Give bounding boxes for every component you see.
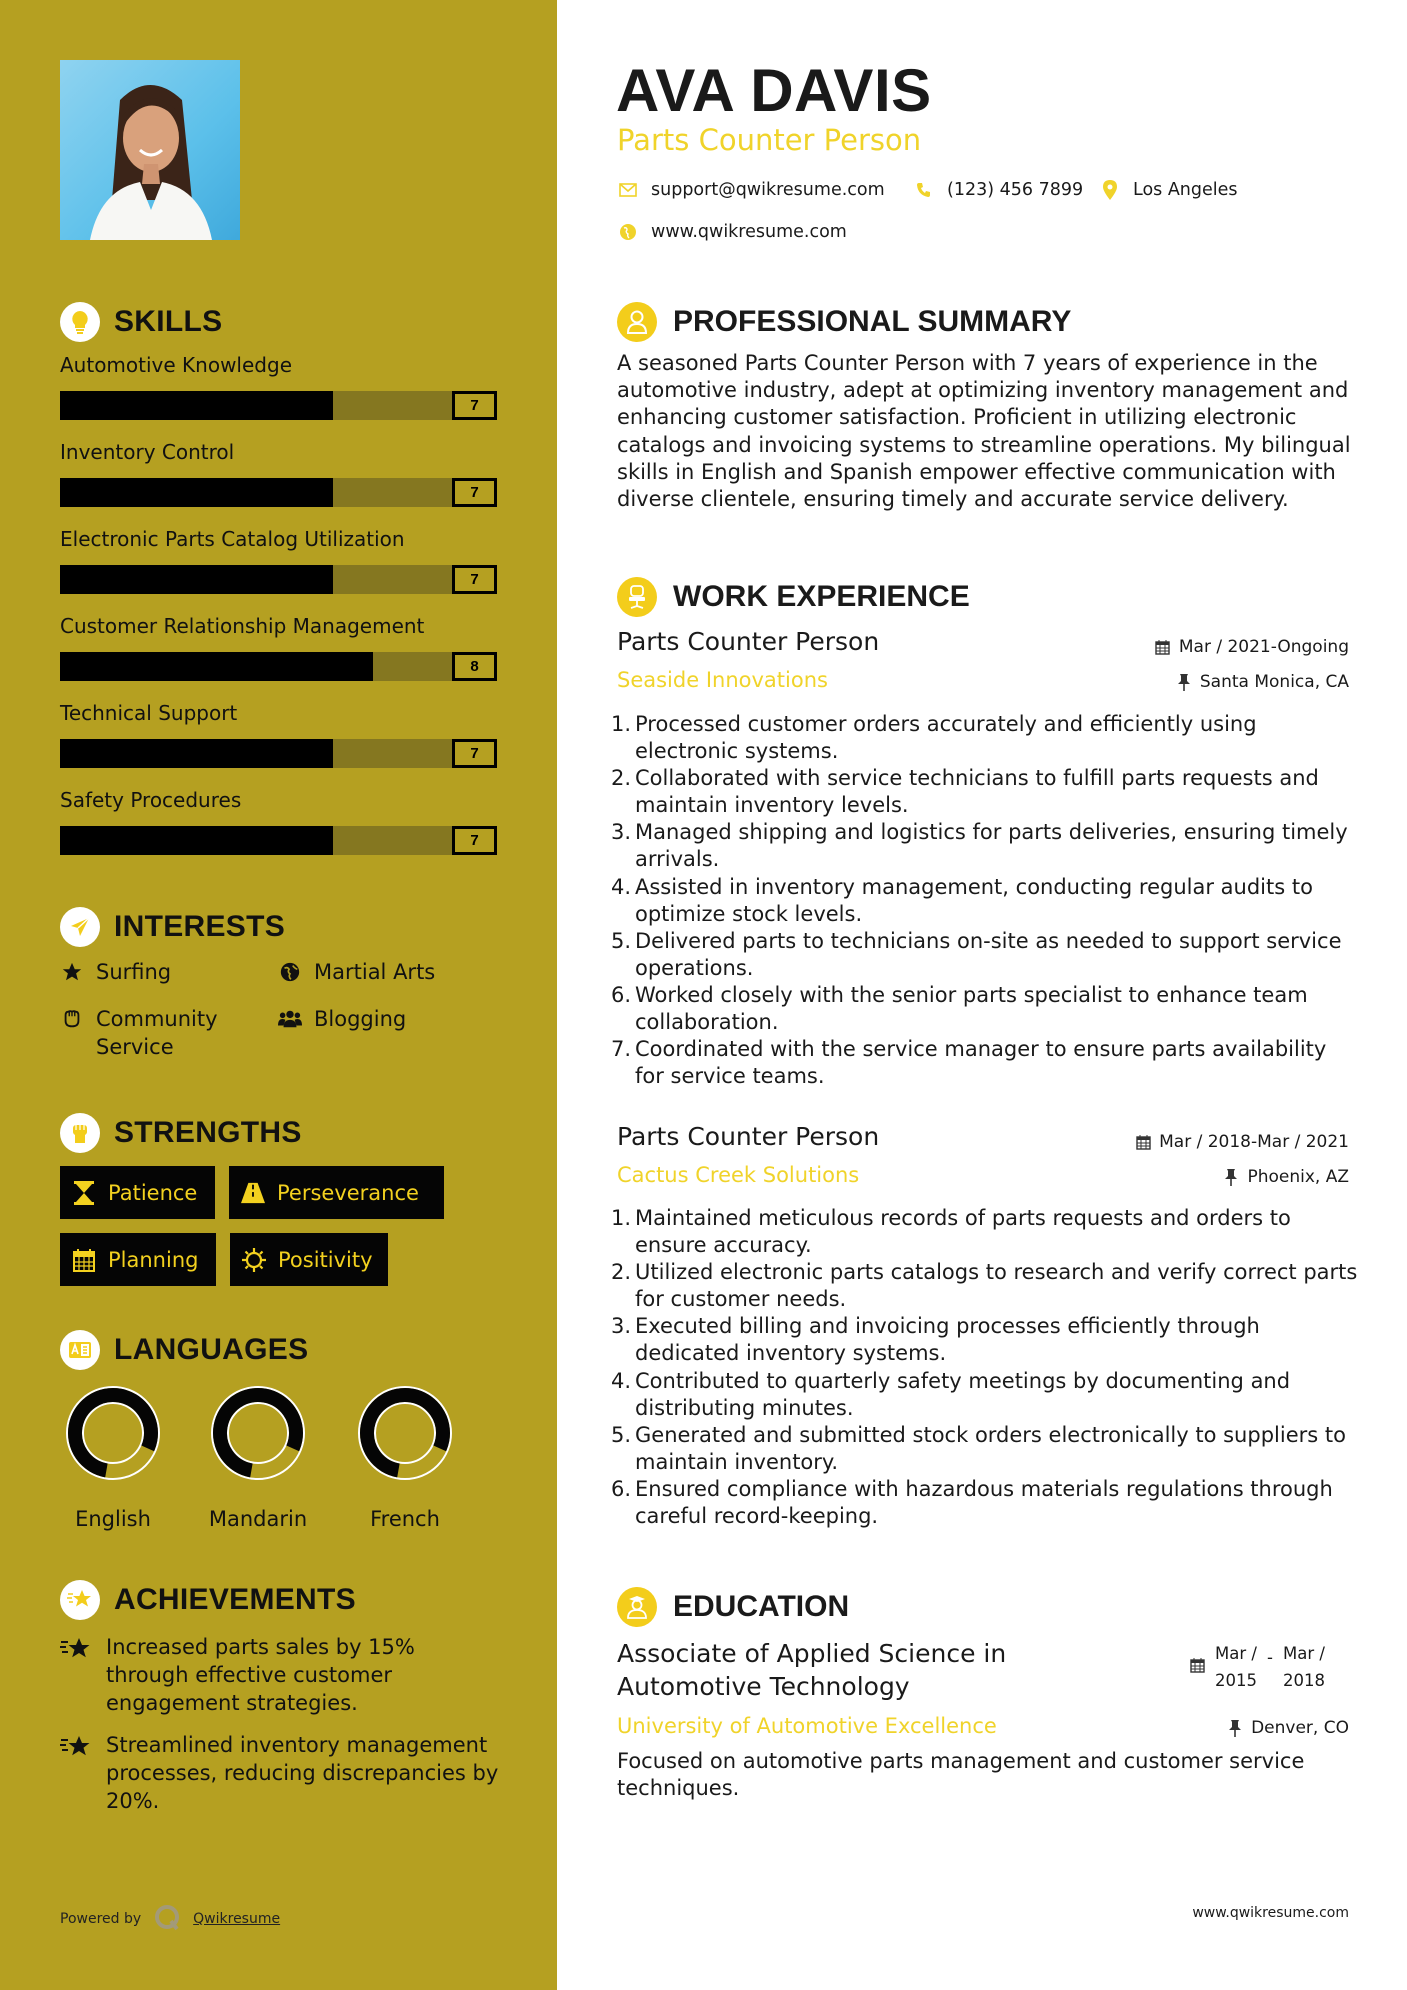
pushpin-icon xyxy=(1227,1719,1243,1737)
bullet-item: 6. Worked closely with the senior parts specialist to enhance team collaboration. xyxy=(610,982,1308,1035)
skill-value: 7 xyxy=(452,478,497,507)
skill-name: Customer Relationship Management xyxy=(60,614,425,638)
hand-icon xyxy=(60,1005,84,1033)
shooting-star-icon xyxy=(60,1633,92,1717)
map-pin-icon xyxy=(1099,179,1121,201)
skill-bar xyxy=(60,652,497,681)
sidebar xyxy=(0,0,557,1990)
language-donut xyxy=(357,1385,453,1481)
fist-icon xyxy=(60,1113,100,1153)
skill-value: 7 xyxy=(452,391,497,420)
qwikresume-logo-icon xyxy=(153,1903,181,1935)
skill-name: Inventory Control xyxy=(60,440,235,464)
road-icon xyxy=(241,1181,265,1205)
shooting-star-icon xyxy=(60,1580,100,1620)
phone-icon xyxy=(913,179,935,201)
job-location: Phoenix, AZ xyxy=(1223,1167,1349,1187)
skill-value: 7 xyxy=(452,739,497,768)
language-item: English xyxy=(48,1385,178,1531)
skill-name: Safety Procedures xyxy=(60,788,242,812)
language-donut xyxy=(210,1385,306,1481)
company-name: Seaside Innovations xyxy=(617,668,828,692)
interest-item: Community Service xyxy=(60,1005,218,1061)
strength-badge: Perseverance xyxy=(229,1166,444,1219)
job-location: Santa Monica, CA xyxy=(1176,672,1349,692)
bullet-item: 6. Ensured compliance with hazardous materials regulations through careful record-keeping. xyxy=(610,1476,1333,1529)
contact-phone[interactable]: (123) 456 7899 xyxy=(913,179,1083,201)
achievements-heading: ACHIEVEMENTS xyxy=(60,1580,356,1620)
interest-item: Blogging xyxy=(278,1005,406,1033)
language-item: French xyxy=(340,1385,470,1531)
skill-value: 8 xyxy=(452,652,497,681)
bullet-item: 1. Maintained meticulous records of parts requests and orders to ensure accuracy. xyxy=(610,1206,1291,1258)
bullet-item: 7. Coordinated with the service manager to ensure parts availability for service teams. xyxy=(610,1037,1327,1089)
skills-heading: SKILLS xyxy=(60,302,222,342)
user-icon xyxy=(617,302,657,342)
job-dates: Mar / 2018-Mar / 2021 xyxy=(1135,1132,1349,1152)
envelope-icon xyxy=(617,179,639,201)
job-bullets xyxy=(610,711,1360,1090)
globe-icon xyxy=(617,221,639,243)
job-title: Parts Counter Person xyxy=(617,627,880,656)
skill-name: Automotive Knowledge xyxy=(60,353,292,377)
paper-plane-icon xyxy=(60,907,100,947)
education-description: Focused on automotive parts management and customer service techniques. xyxy=(617,1749,1305,1800)
strength-badge: Patience xyxy=(60,1166,215,1219)
skill-bar xyxy=(60,391,497,420)
skill-item xyxy=(60,353,497,420)
skill-bar xyxy=(60,826,497,855)
candidate-name: AVA DAVIS xyxy=(616,57,932,124)
profile-photo xyxy=(60,60,240,240)
bullet-item: 5. Delivered parts to technicians on-site as needed to support service operations. xyxy=(610,928,1342,980)
calendar-icon xyxy=(72,1248,96,1272)
strength-badge: Positivity xyxy=(230,1233,388,1286)
contact-location: Los Angeles xyxy=(1099,179,1238,201)
interests-heading: INTERESTS xyxy=(60,907,285,947)
language-donut xyxy=(65,1385,161,1481)
users-icon xyxy=(278,1005,302,1033)
strengths-heading: STRENGTHS xyxy=(60,1113,302,1153)
globe-icon xyxy=(278,958,302,986)
bullet-item: 4. Contributed to quarterly safety meetings by documenting and distributing minutes. xyxy=(610,1368,1291,1420)
company-name: Cactus Creek Solutions xyxy=(617,1163,860,1187)
calendar-icon xyxy=(1135,1133,1151,1151)
job-title: Parts Counter Person xyxy=(617,1122,880,1151)
bullet-item: 5. Generated and submitted stock orders electronically to suppliers to maintain inventory. xyxy=(610,1422,1346,1474)
degree-title: Associate of Applied Science in Automotive Technology xyxy=(617,1639,1007,1701)
graduate-icon xyxy=(617,1587,657,1627)
job-bullets xyxy=(610,1205,1360,1530)
pushpin-icon xyxy=(1223,1168,1239,1186)
contact-email[interactable]: support@qwikresume.com xyxy=(617,179,885,201)
school-name: University of Automotive Excellence xyxy=(617,1714,997,1738)
bullet-item: 3. Executed billing and invoicing processes efficiently through dedicated inventory systems. xyxy=(610,1314,1260,1366)
bullet-item: 4. Assisted in inventory management, conducting regular audits to optimize stock levels. xyxy=(610,874,1313,926)
hourglass-icon xyxy=(72,1181,96,1205)
skill-item xyxy=(60,440,497,507)
education-location: Denver, CO xyxy=(1227,1718,1349,1738)
bullet-item: 3. Managed shipping and logistics for parts deliveries, ensuring timely arrivals. xyxy=(610,820,1348,872)
skill-name: Electronic Parts Catalog Utilization xyxy=(60,527,405,551)
star-icon xyxy=(60,958,84,986)
calendar-icon xyxy=(1155,638,1171,656)
achievement-item: Increased parts sales by 15% through effective customer engagement strategies. xyxy=(60,1633,500,1717)
interest-item: Martial Arts xyxy=(278,958,435,986)
languages-heading: LANGUAGES xyxy=(60,1330,308,1370)
skill-item xyxy=(60,788,497,855)
skill-name: Technical Support xyxy=(60,701,238,725)
skill-item xyxy=(60,614,497,681)
office-chair-icon xyxy=(617,577,657,617)
bullet-item: 1. Processed customer orders accurately and efficiently using electronic systems. xyxy=(610,712,1257,764)
education-dates: Mar / 2015 - Mar / 2018 xyxy=(1190,1640,1325,1694)
skill-bar xyxy=(60,739,497,768)
bullet-item: 2. Utilized electronic parts catalogs to research and verify correct parts for customer needs. xyxy=(610,1260,1358,1312)
contact-website[interactable]: www.qwikresume.com xyxy=(617,221,847,243)
lightbulb-icon xyxy=(60,302,100,342)
achievement-item: Streamlined inventory management processes, reducing discrepancies by 20%. xyxy=(60,1731,500,1815)
skill-bar xyxy=(60,478,497,507)
skill-value: 7 xyxy=(452,826,497,855)
experience-heading: WORK EXPERIENCE xyxy=(617,577,970,617)
language-item: Mandarin xyxy=(193,1385,323,1531)
summary-text: A seasoned Parts Counter Person with 7 years of experience in the automotive industry, adept at optimizing inventory management and enhancing customer satisfaction. Proficient in utilizing electronic catalogs and invoicing systems to streamline operations. My bilingual skills in English and Spanish empower effective communication with diverse clientele, ensuring timely and accurate service delivery. xyxy=(617,351,1351,512)
footer-website-link[interactable]: www.qwikresume.com xyxy=(1192,1905,1349,1921)
candidate-title: Parts Counter Person xyxy=(617,123,922,157)
sun-icon xyxy=(242,1248,266,1272)
skill-bar xyxy=(60,565,497,594)
skill-item xyxy=(60,527,497,594)
pushpin-icon xyxy=(1176,673,1192,691)
job-dates: Mar / 2021-Ongoing xyxy=(1155,637,1349,657)
calendar-icon xyxy=(1190,1640,1205,1694)
interest-item: Surfing xyxy=(60,958,171,986)
strength-badge: Planning xyxy=(60,1233,216,1286)
language-icon xyxy=(60,1330,100,1370)
education-heading: EDUCATION xyxy=(617,1587,849,1627)
summary-heading: PROFESSIONAL SUMMARY xyxy=(617,302,1071,342)
qwikresume-link[interactable]: Qwikresume xyxy=(193,1911,281,1927)
skill-value: 7 xyxy=(452,565,497,594)
skill-item xyxy=(60,701,497,768)
shooting-star-icon xyxy=(60,1731,92,1815)
bullet-item: 2. Collaborated with service technicians to fulfill parts requests and maintain inventory levels. xyxy=(610,766,1319,818)
powered-by: Powered by Qwikresume xyxy=(60,1903,280,1935)
